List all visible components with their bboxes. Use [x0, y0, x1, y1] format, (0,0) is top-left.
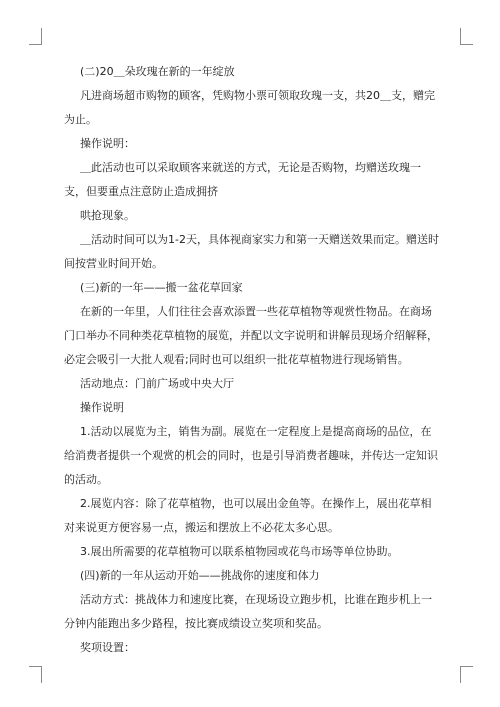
paragraph: 在新的一年里，人们往往会喜欢添置一些花草植物等观赏性物品。在商场门口举办不同种类花草植物的展览，并配以文字说明和讲解员现场介绍解释，必定会吸引一大批人观看;同时也可以组织一批花草植物进行现场销售。: [64, 305, 438, 366]
section-heading: (四)新的一年从运动开始——挑战你的速度和体力: [80, 569, 320, 582]
list-item: 2.展览内容：除了花草植物，也可以展出金鱼等。在操作上，展出花草相对来说更方便容易一点，搬运和摆放上不必花太多心思。: [64, 497, 432, 534]
paragraph: 哄抢现象。: [80, 209, 135, 222]
list-item: 3.展出所需要的花草植物可以联系植物园或花鸟市场等单位协助。: [80, 545, 399, 558]
list-item: 1.活动以展览为主，销售为副。展览在一定程度上是提高商场的品位，在给消费者提供一个观赏的机会的同时，也是引导消费者趣味，并传达一定知识的活动。: [64, 425, 438, 486]
crop-mark-bottom-left: [29, 666, 42, 683]
paragraph: 活动方式：挑战体力和速度比赛，在现场设立跑步机，比谁在跑步机上一分钟内能跑出多少路程，按比赛成绩设立奖项和奖品。: [64, 593, 432, 630]
crop-mark-bottom-right: [460, 666, 473, 683]
paragraph: ＿此活动也可以采取顾客来就送的方式，无论是否购物，均赠送玫瑰一支，但要重点注意防止造成拥挤: [64, 161, 421, 198]
crop-mark-top-right: [460, 28, 473, 45]
paragraph: 凡进商场超市购物的顾客，凭购物小票可领取玫瑰一支，共20＿支，赠完为止。: [64, 89, 435, 126]
section-heading: (二)20＿朵玫瑰在新的一年绽放: [80, 65, 235, 78]
crop-mark-top-left: [29, 28, 42, 45]
paragraph: 操作说明：: [80, 137, 135, 150]
paragraph: 操作说明: [80, 401, 124, 414]
paragraph: 活动地点：门前广场或中央大厅: [80, 377, 234, 390]
paragraph: 奖项设置：: [80, 641, 135, 654]
section-heading: (三)新的一年——搬一盆花草回家: [80, 281, 243, 294]
paragraph: ＿活动时间可以为1-2天，具体视商家实力和第一天赠送效果而定。赠送时间按营业时间开始。: [64, 233, 439, 270]
document-body: [64, 60, 440, 660]
